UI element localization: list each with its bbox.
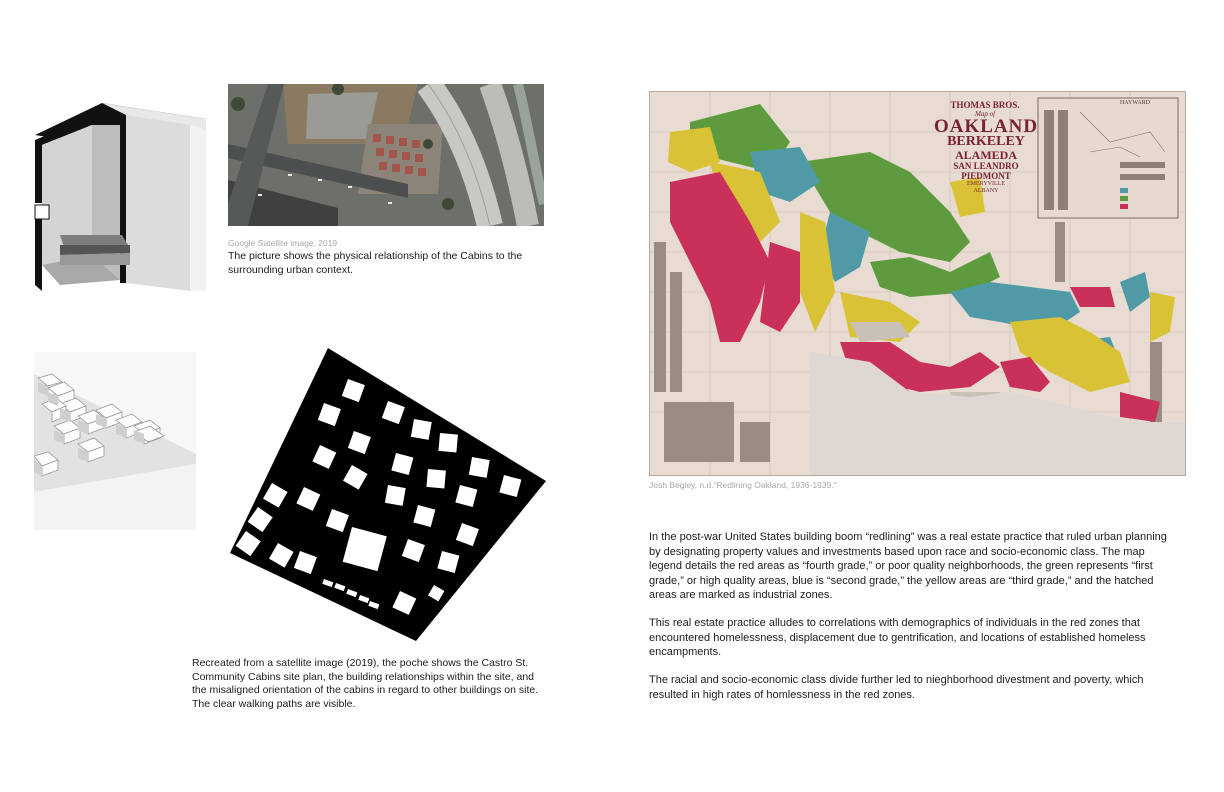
cabins-aerial-render <box>34 352 196 530</box>
redlining-paragraph-1: In the post-war United States building boom “redlining” was a real estate practice that ruled urban planning by designating property values and investments based upon race and socio-economic class. The map legend details the red areas as “fourth grade,” or poor quality neighborhoods, the green represents “first grade,” or high quality areas, blue is “second grade,” the yellow areas are “third grade,” and the hatched areas are marked as industrial zones. <box>649 531 1167 601</box>
poche-site-plan <box>228 345 548 645</box>
redlining-paragraph-3: The racial and socio-economic class divide further led to nieghborhood divestment and poverty, which resulted in high rates of homlessness in the red zones. <box>649 674 1144 701</box>
map-city-oakland: OAKLAND <box>933 116 1039 137</box>
poche-caption: Recreated from a satellite image (2019), the poche shows the Castro St. Community Cabins site plan, the building relationships within the site, and the misaligned orientation of the cabins in regard to other buildings on site. The clear walking paths are visible. <box>192 657 539 710</box>
map-city-emeryville: EMERYVILLE <box>967 181 1005 187</box>
redlining-paragraph-2: This real estate practice alludes to correlations with demographics of individuals in the red zones that encountered homelessness, displacement due to gentrification, and locations of established homeless encampments. <box>649 617 1146 658</box>
map-city-san-leandro: SAN LEANDRO <box>953 161 1019 171</box>
map-of-label: Map of <box>974 110 996 118</box>
map-inset-label: HAYWARD <box>1119 100 1151 106</box>
cabin-section-render <box>30 95 210 295</box>
map-source-caption: Josh Begley, n.d.“Redlining Oakland, 1936-1939.” <box>649 480 837 490</box>
map-city-albany: ALBANY <box>973 188 999 194</box>
satellite-source-caption: Google Satellite image, 2019 <box>228 238 338 248</box>
satellite-image <box>228 84 544 226</box>
map-publisher: THOMAS BROS. <box>950 100 1020 110</box>
satellite-caption: The picture shows the physical relationship of the Cabins to the surrounding urban context. <box>228 250 523 276</box>
map-city-berkeley: BERKELEY <box>947 134 1025 149</box>
redlining-map <box>649 91 1186 476</box>
map-city-piedmont: PIEDMONT <box>961 171 1011 181</box>
map-city-alameda: ALAMEDA <box>955 148 1017 162</box>
